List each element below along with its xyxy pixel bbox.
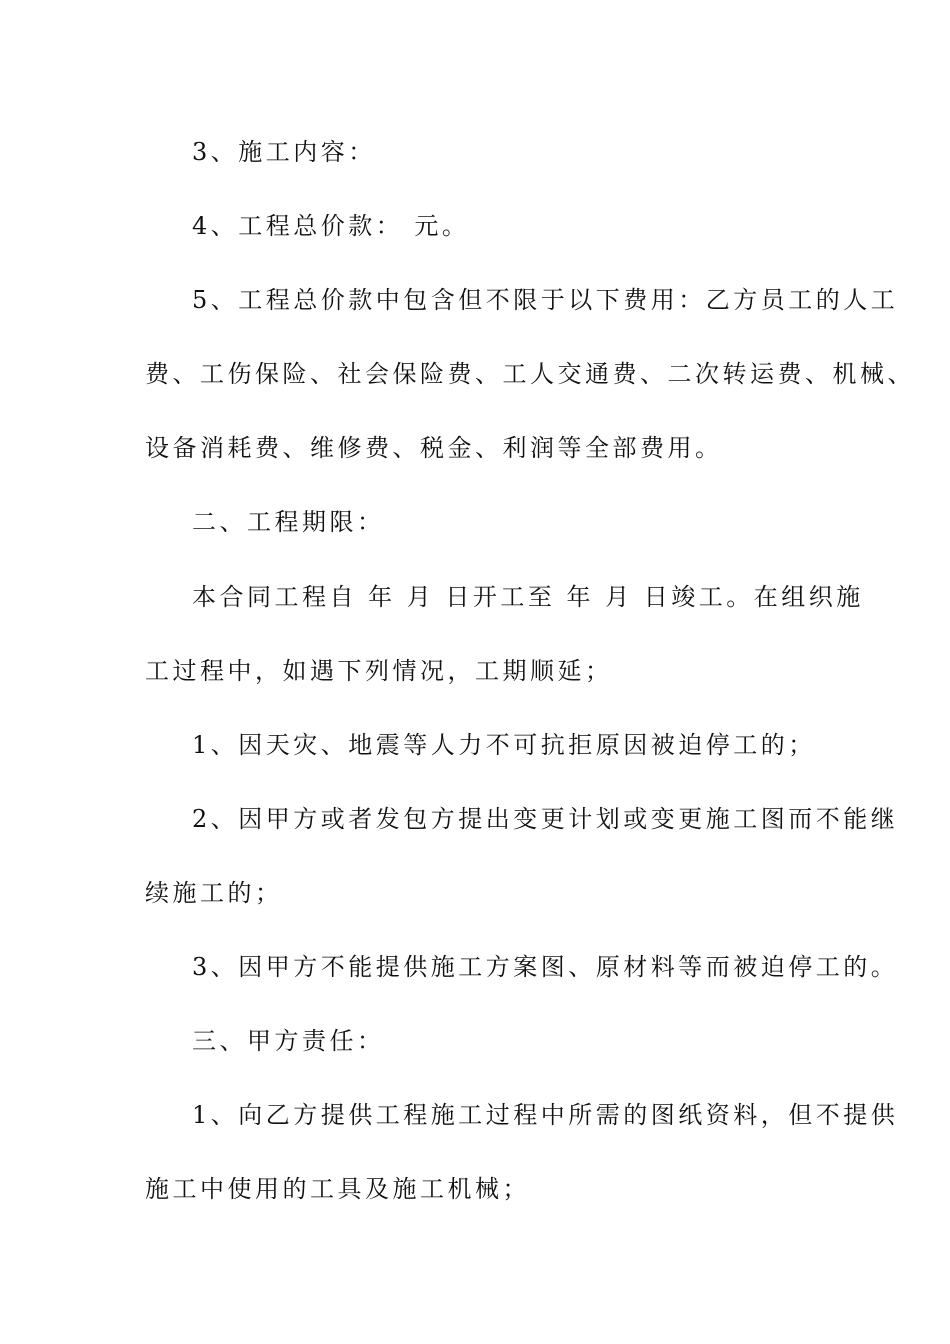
- item-4-total-price: 4、工程总价款： 元。: [192, 212, 470, 240]
- period-paragraph-line2: 工过程中，如遇下列情况，工期顺延；: [145, 657, 613, 685]
- delay-item-2-line2: 续施工的；: [145, 879, 283, 907]
- item-3-construction-content: 3、施工内容：: [192, 138, 376, 166]
- item-5-price-includes-line3: 设备消耗费、维修费、税金、利润等全部费用。: [145, 434, 723, 462]
- party-a-duty-1-line1: 1、向乙方提供工程施工过程中所需的图纸资料，但不提供: [192, 1101, 899, 1129]
- item-5-price-includes-line1: 5、工程总价款中包含但不限于以下费用：乙方员工的人工: [192, 286, 899, 314]
- period-paragraph-line1: 本合同工程自 年 月 日开工至 年 月 日竣工。在组织施: [192, 583, 864, 611]
- delay-item-3: 3、因甲方不能提供施工方案图、原材料等而被迫停工的。: [192, 953, 899, 981]
- section-2-heading: 二、工程期限：: [192, 508, 385, 536]
- delay-item-1: 1、因天灾、地震等人力不可抗拒原因被迫停工的；: [192, 731, 816, 759]
- item-5-price-includes-line2: 费、工伤保险、社会保险费、工人交通费、二次转运费、机械、: [145, 360, 915, 388]
- section-3-heading: 三、甲方责任：: [192, 1027, 385, 1055]
- delay-item-2-line1: 2、因甲方或者发包方提出变更计划或变更施工图而不能继: [192, 805, 899, 833]
- party-a-duty-1-line2: 施工中使用的工具及施工机械；: [145, 1175, 530, 1203]
